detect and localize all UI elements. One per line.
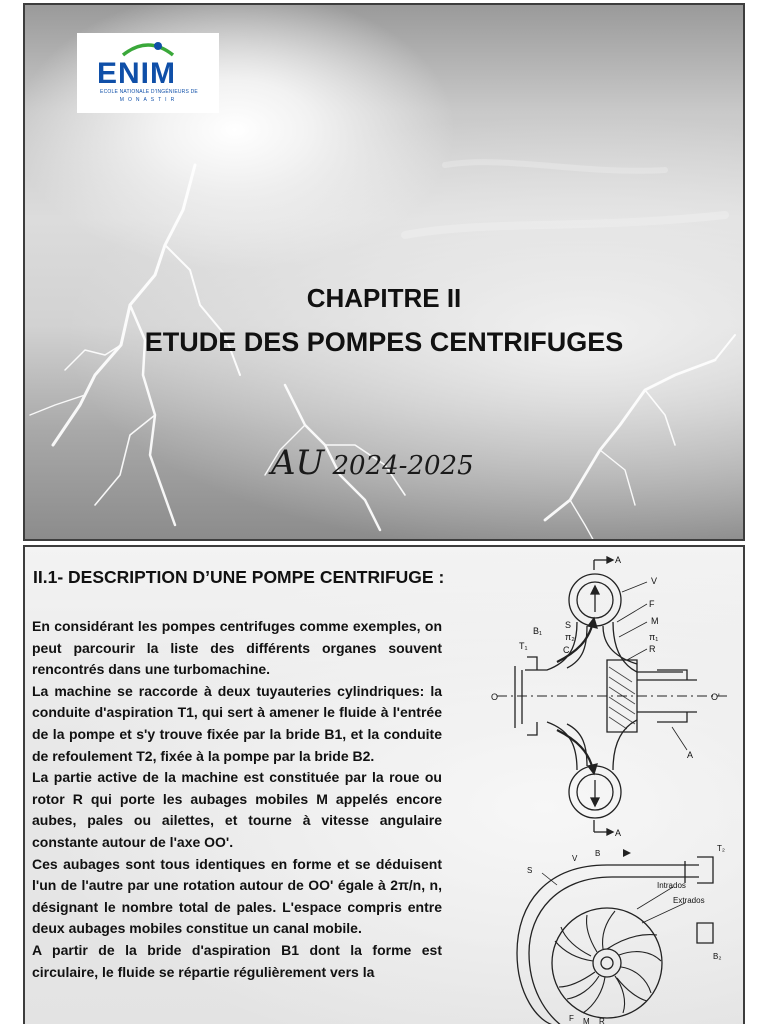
logo-text: ENIM <box>97 57 176 90</box>
pump-impeller-figure <box>487 843 737 1024</box>
paragraph: La machine se raccorde à deux tuyauteries cylindriques: la conduite d'aspiration T1, qui sert à amener le fluide à l'entrée de la pompe et s'y trouve fixée par la bride B1, et la conduite de refoulement T2, fixée à la pompe par la bride B2. <box>32 682 442 764</box>
svg-text:B: B <box>595 849 601 858</box>
svg-text:B₂: B₂ <box>713 952 722 961</box>
cover-slide <box>23 3 745 541</box>
svg-text:B₁: B₁ <box>533 626 543 636</box>
section-body <box>32 616 442 983</box>
academic-year <box>271 443 474 483</box>
svg-text:π₁: π₁ <box>649 632 659 642</box>
pump-cross-section-figure <box>487 552 737 842</box>
au-years: 2024-2025 <box>332 451 474 481</box>
svg-text:V: V <box>651 576 658 586</box>
svg-text:M: M <box>583 1017 590 1024</box>
svg-text:M: M <box>651 616 659 626</box>
paragraph: Ces aubages sont tous identiques en forme et se déduisent l'un de l'autre par une rotation autour de OO' égale à 2π/n, n, désignant le nombre total de pales. L'espace compris entre deux aubages mobiles constitue un canal mobile. <box>32 855 442 937</box>
paragraph: En considérant les pompes centrifuges comme exemples, on peut parcourir la liste des différents organes souvent rencontrés dans une turbomachine. <box>32 618 442 678</box>
svg-text:O: O <box>491 692 499 702</box>
svg-text:V: V <box>572 854 578 863</box>
svg-text:C: C <box>563 645 570 655</box>
enim-logo <box>77 33 219 113</box>
au-label: AU <box>271 443 325 483</box>
svg-text:Extrados: Extrados <box>673 896 705 905</box>
svg-text:R: R <box>599 1017 605 1024</box>
svg-text:T₂: T₂ <box>717 844 725 853</box>
svg-text:O': O' <box>711 692 720 702</box>
svg-text:F: F <box>649 599 655 609</box>
svg-text:A: A <box>615 555 622 565</box>
svg-text:π₂: π₂ <box>565 632 575 642</box>
logo-city: MONASTIR <box>119 97 179 103</box>
svg-text:R: R <box>649 644 656 654</box>
section-title: II.1- DESCRIPTION D’UNE POMPE CENTRIFUGE : <box>33 567 445 587</box>
chapter-number: CHAPITRE II <box>306 283 462 313</box>
svg-text:F: F <box>569 1014 574 1023</box>
paragraph: A partir de la bride d'aspiration B1 dont la forme est circulaire, le fluide se répartie régulièrement vers la <box>32 941 442 980</box>
paragraph: La partie active de la machine est constituée par la roue ou rotor R qui porte les aubages mobiles M appelés encore aubes, pales ou ailettes, et tourne à vitesse angulaire constante autour de l'axe OO'. <box>32 769 442 850</box>
svg-text:A: A <box>615 828 622 838</box>
chapter-title: ETUDE DES POMPES CENTRIFUGES <box>144 327 624 357</box>
content-slide <box>23 545 745 1024</box>
svg-text:A: A <box>687 750 694 760</box>
svg-text:S: S <box>527 866 533 875</box>
svg-text:T₁: T₁ <box>519 641 528 651</box>
svg-text:S: S <box>565 620 572 630</box>
svg-text:Intrados: Intrados <box>657 881 686 890</box>
logo-subtitle: ECOLE NATIONALE D'INGÉNIEURS DE <box>100 89 198 95</box>
